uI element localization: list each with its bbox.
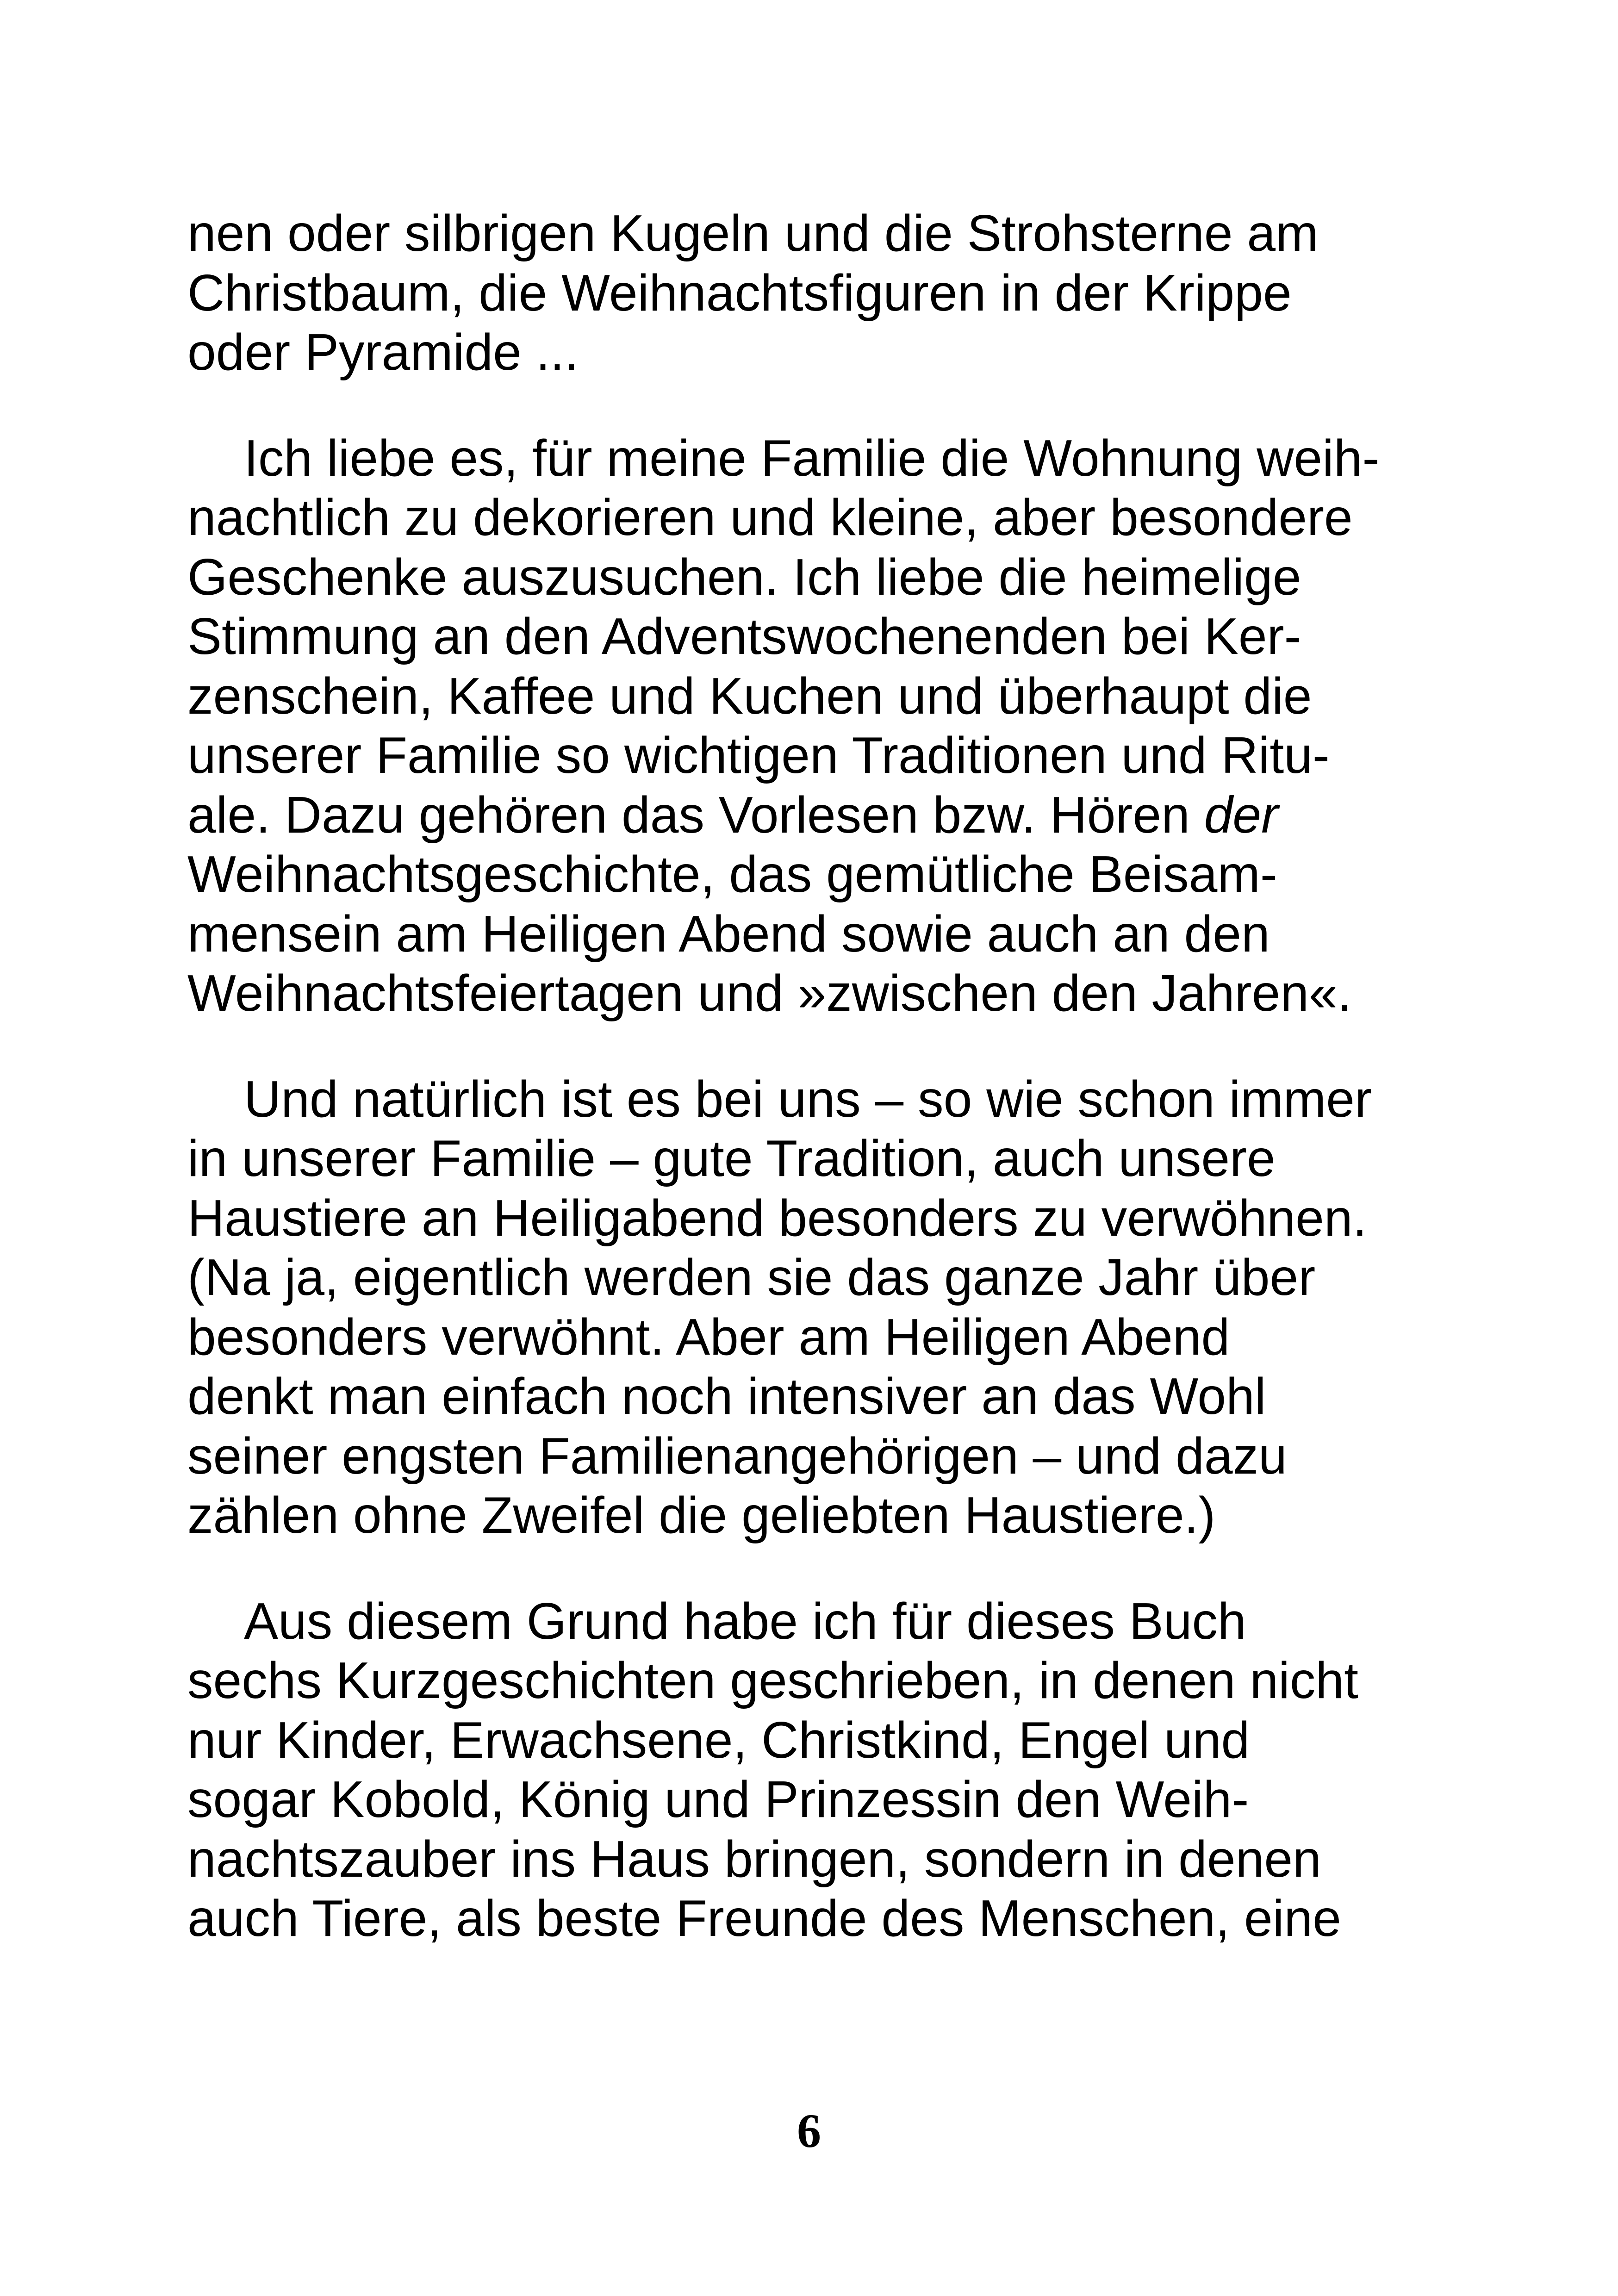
text-line: sogar Kobold, König und Prinzessin den Weih- (187, 1771, 1249, 1828)
paragraph-1 (187, 204, 1414, 382)
emphasis-word: der (1204, 786, 1279, 844)
text-line: in unserer Familie – gute Tradition, auch unsere (187, 1130, 1276, 1187)
text-line: Haustiere an Heiligabend besonders zu verwöhnen. (187, 1189, 1367, 1247)
page-number: 6 (797, 2104, 821, 2158)
paragraph-3 (187, 1070, 1414, 1545)
text-line: nachtlich zu dekorieren und kleine, aber besondere (187, 489, 1353, 546)
text-line: auch Tiere, als beste Freunde des Menschen, eine (187, 1890, 1341, 1947)
text-line-with-emphasis (187, 785, 1414, 845)
text-line: denkt man einfach noch intensiver an das Wohl (187, 1368, 1266, 1425)
text-line: nachtszauber ins Haus bringen, sondern in denen (187, 1830, 1321, 1888)
body-text (187, 204, 1414, 1948)
text-line: Weihnachtsgeschichte, das gemütliche Beisam- (187, 846, 1277, 903)
text-line: unserer Familie so wichtigen Traditionen und Ritu- (187, 727, 1330, 784)
text-line: nur Kinder, Erwachsene, Christkind, Engel und (187, 1711, 1250, 1769)
text-line: (Na ja, eigentlich werden sie das ganze Jahr über (187, 1249, 1316, 1306)
text-line: seiner engsten Familienangehörigen – und dazu (187, 1427, 1287, 1485)
text-line: zenschein, Kaffee und Kuchen und überhaupt die (187, 667, 1312, 725)
text-line: zählen ohne Zweifel die geliebten Haustiere.) (187, 1487, 1216, 1544)
text-line: Christbaum, die Weihnachtsfiguren in der Krippe (187, 264, 1292, 322)
text-line: sechs Kurzgeschichten geschrieben, in denen nicht (187, 1652, 1358, 1709)
text-line: mensein am Heiligen Abend sowie auch an den (187, 905, 1270, 963)
text-line: Stimmung an den Adventswochenenden bei Ker- (187, 608, 1301, 665)
text-line: Weihnachtsfeiertagen und »zwischen den Jahren«. (187, 964, 1352, 1022)
paragraph-4 (187, 1592, 1414, 1948)
text-line: Und natürlich ist es bei uns – so wie schon immer (244, 1070, 1372, 1128)
paragraph-2 (187, 429, 1414, 1023)
text-line: Geschenke auszusuchen. Ich liebe die heimelige (187, 548, 1301, 606)
text-line: oder Pyramide ... (187, 324, 579, 381)
text-line: Ich liebe es, für meine Familie die Wohnung weih- (244, 429, 1380, 487)
text-line: besonders verwöhnt. Aber am Heiligen Abend (187, 1308, 1230, 1366)
text-line: nen oder silbrigen Kugeln und die Strohsterne am (187, 205, 1319, 262)
text-line-start: ale. Dazu gehören das Vorlesen bzw. Hören (187, 786, 1204, 844)
text-line: Aus diesem Grund habe ich für dieses Buch (244, 1592, 1246, 1650)
